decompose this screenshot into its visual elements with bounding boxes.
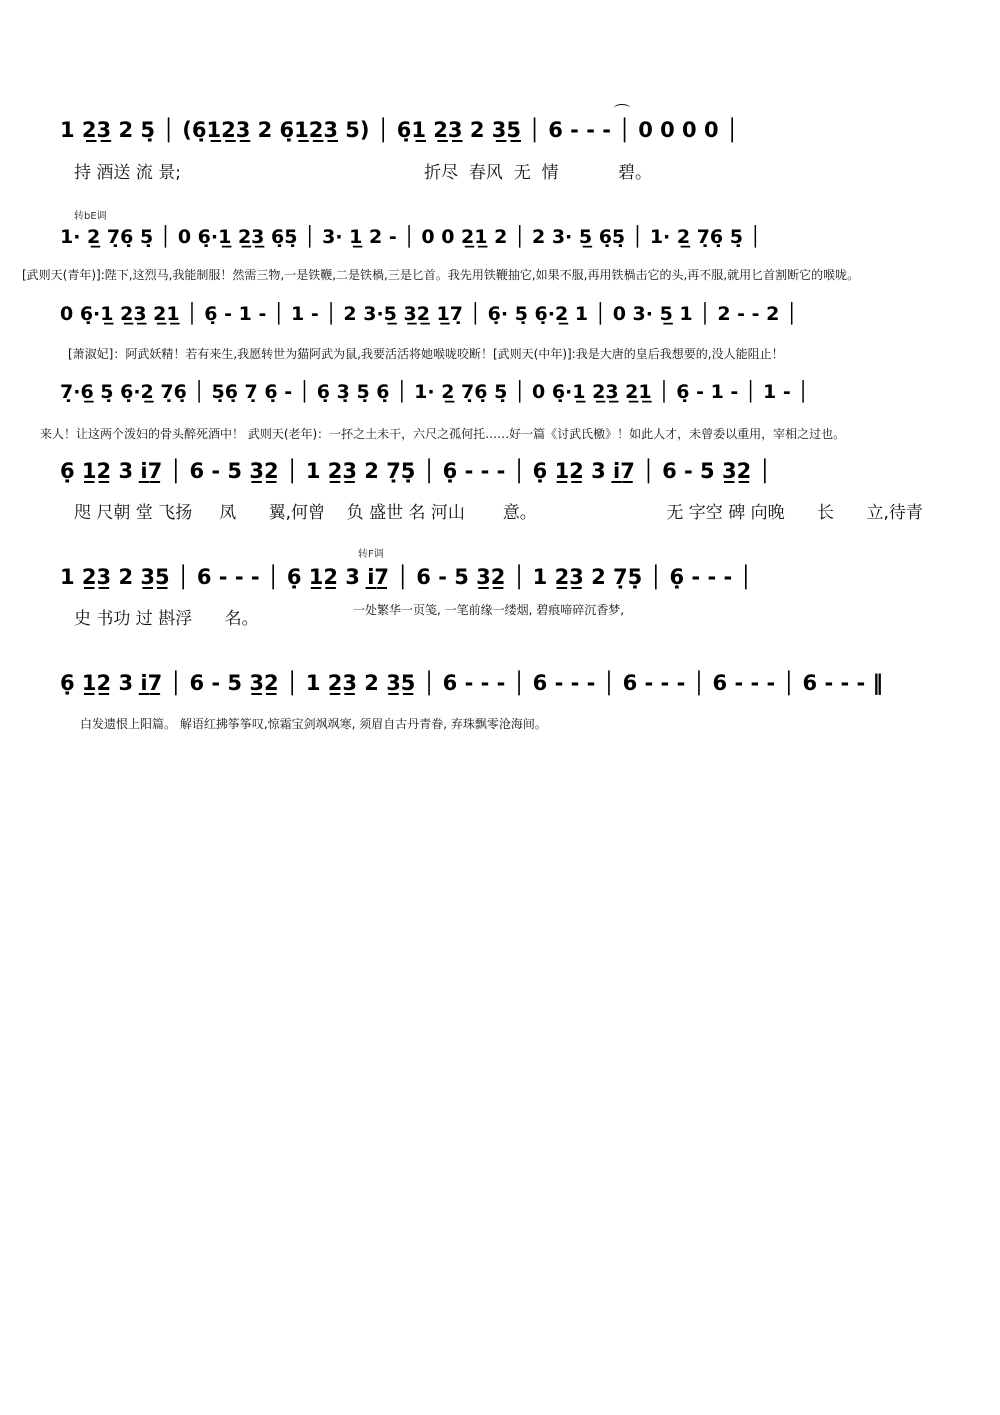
notation-line: 6̣ 1̲2̲ 3 i̲̇7̲ │ 6 - 5 3̲2̲ │ 1 2̲3̲ 2 7̣5̣ │ 6̣ - - - │ 6̣ 1̲2̲ 3 i̲̇7̲ │ 6 - 5 3̲2̲ │ xyxy=(60,459,772,483)
key-change-label: 转bE调 xyxy=(74,211,107,222)
lyric-line: 史 书功 过 斟浮 名。 xyxy=(74,609,259,629)
tie-mark xyxy=(614,104,630,112)
notation-line: 1 2̲3̲ 2 5̣ │ (6̣1̲2̲3̲ 2 6̣1̲2̲3̲ 5) │ 6̣1̲ 2̲3̲ 2 3̲5̲ │ 6 - - - │ 0 0 0 0 │ xyxy=(60,118,739,142)
lyric-line: 持 酒送 流 景; 折尽 春风 无 情 碧。 xyxy=(74,163,652,183)
lyric-line: 来人！让这两个泼妇的骨头醉死酒中！ 武则天(老年)：一抔之土未干，六尺之孤何托……好一篇《讨武氏檄》！如此人才，未曾委以重用，宰相之过也。 xyxy=(40,427,846,441)
key-change-label: 转F调 xyxy=(358,549,384,560)
notation-line: 0 6̣·1̲ 2̲3̲ 2̲1̲ │ 6̣ - 1 - │ 1 - │ 2 3·5̲ 3̲2̲ 1̲7̣ │ 6̣· 5̣ 6̣·2̲ 1 │ 0 3· 5̲ 1 │ 2 - - 2 │ xyxy=(60,303,798,325)
lyric-line: 白发遗恨上阳篇。 解语红拂筝筝叹,惊霜宝剑飒飒寒, 须眉自古丹青眷, 弃珠飘零沧海间。 xyxy=(80,717,547,731)
lyric-line: [武则天(青年)]:陛下,这烈马,我能制服！然需三物,一是铁鞭,二是铁楇,三是匕首。我先用铁鞭抽它,如果不服,再用铁楇击它的头,再不服,就用匕首割断它的喉咙。 xyxy=(22,268,860,282)
notation-line: 1 2̲3̲ 2 3̲5̲ │ 6 - - - │ 6̣ 1̲2̲ 3 i̲̇7̲ │ 6 - 5 3̲2̲ │ 1 2̲3̲ 2 7̣5̣ │ 6̣ - - - │ xyxy=(60,565,753,589)
notation-line: 1· 2̲ 7̣6̣ 5̣ │ 0 6̣·1̲ 2̲3̲ 6̣5̣ │ 3· 1̲ 2 - │ 0 0 2̲1̲ 2 │ 2 3· 5̲ 6̣5̣ │ 1· 2̲ 7̣6̣ 5̣ │ xyxy=(60,226,762,248)
lyric-line: [萧淑妃]：阿武妖精！若有来生,我愿转世为猫阿武为鼠,我要活活将她喉咙咬断！[武则天(中年)]:我是大唐的皇后我想要的,没人能阻止！ xyxy=(68,347,784,361)
notation-line: 6̣ 1̲2̲ 3 i̲̇7̲ │ 6 - 5 3̲2̲ │ 1 2̲3̲ 2 3̲5̲ │ 6 - - - │ 6 - - - │ 6 - - - │ 6 - - - │ 6 - - - ‖ xyxy=(60,671,884,695)
lyric-line: 咫 尺朝 堂 飞扬 凤 翼,何曾 负 盛世 名 河山 意。 无 字空 碑 向晚 长 立,待青 xyxy=(74,503,923,523)
notation-line: 7̣·6̲ 5̣ 6̣·2̲ 7̣6̣ │ 5̣6̣ 7̣ 6̣ - │ 6̣ 3̣ 5̣ 6̣ │ 1· 2̲ 7̣6̣ 5̣ │ 0 6̣·1̲ 2̲3̲ 2̲1̲ │ 6̣ - 1 - │ 1 - │ xyxy=(60,381,809,403)
lyric-line-right: 一处繁华一页笺, 一笔前缘一缕烟, 碧痕啼碎沉香梦, xyxy=(353,603,625,617)
